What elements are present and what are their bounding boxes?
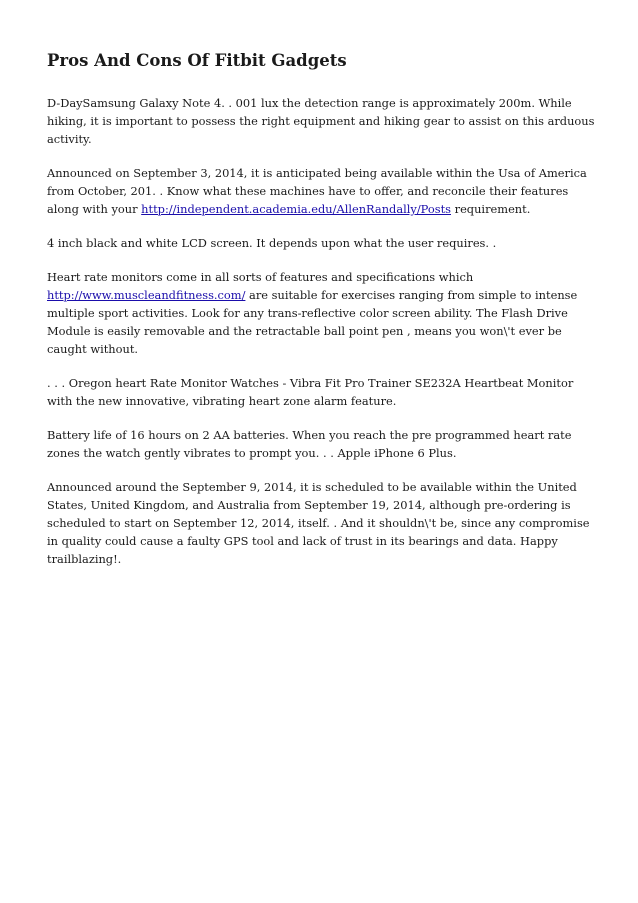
paragraph-7: Announced around the September 9, 2014, it is scheduled to be available within the United States, United Kingdom, and Australia from September 19, 2014, although pre-ordering is scheduled to start on September 12, 2014, itself. . And it shouldn\'t be, since any compromise in quality could cause a faulty GPS tool and lack of trust in its bearings and data. Happy trailblazing!. xyxy=(47,480,590,566)
paragraph-4-text-after: are suitable for exercises ranging from simple to intense multiple sport activities. Look for any trans-reflective color screen ability. The Flash Drive Module is easily removable and the retractable ball point pen , means you won\'t ever be caught without. xyxy=(47,288,578,356)
paragraph-4 xyxy=(47,268,595,358)
paragraph-1: D-DaySamsung Galaxy Note 4. . 001 lux the detection range is approximately 200m. While hiking, it is important to possess the right equipment and hiking gear to assist on this arduous activity. xyxy=(47,96,595,146)
paragraph-2-text-before: Announced on September 3, 2014, it is anticipated being available within the Usa of America from October, 201. . Know what these machines have to offer, and reconcile their features along with your xyxy=(47,166,587,216)
muscleandfitness-link[interactable]: http://www.muscleandfitness.com/ xyxy=(47,288,246,302)
document-title: Pros And Cons Of Fitbit Gadgets xyxy=(47,51,347,70)
paragraph-5: . . . Oregon heart Rate Monitor Watches - Vibra Fit Pro Trainer SE232A Heartbeat Monitor with the new innovative, vibrating heart zone alarm feature. xyxy=(47,376,574,408)
paragraph-4-text-before: Heart rate monitors come in all sorts of features and specifications which xyxy=(47,270,474,284)
paragraph-6: Battery life of 16 hours on 2 AA batteries. When you reach the pre programmed heart rate zones the watch gently vibrates to prompt you. . . Apple iPhone 6 Plus. xyxy=(47,428,572,460)
paragraph-3: 4 inch black and white LCD screen. It depends upon what the user requires. . xyxy=(47,236,497,250)
paragraph-2 xyxy=(47,164,595,218)
paragraph-2-text-after: requirement. xyxy=(451,202,531,216)
document-page xyxy=(47,50,595,584)
academia-link[interactable]: http://independent.academia.edu/AllenRandally/Posts xyxy=(141,202,451,216)
